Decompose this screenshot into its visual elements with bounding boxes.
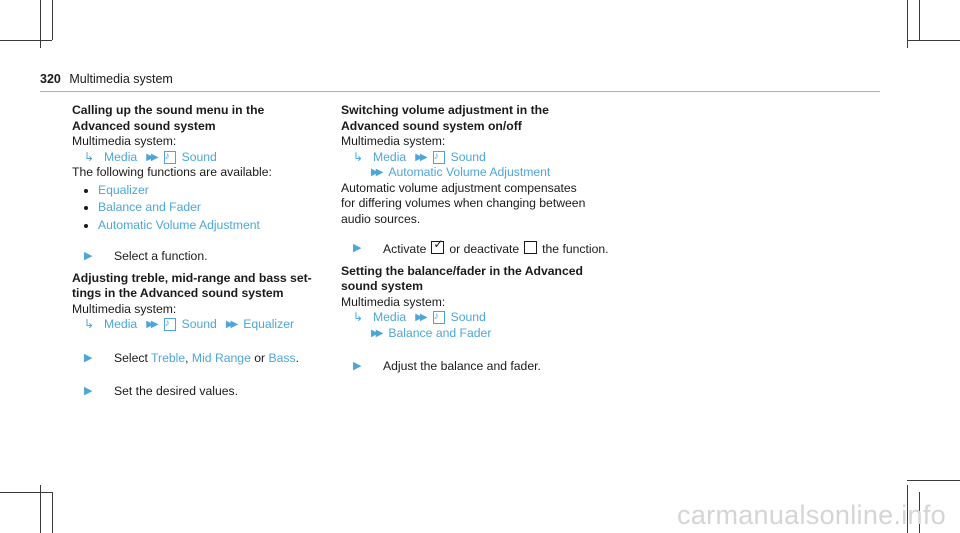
function-list [72,183,372,234]
path-label: Multimedia system: [341,134,446,148]
crop-mark [919,0,920,40]
step-text [114,351,299,367]
section-heading: Advanced sound system on/off [341,118,522,133]
link-balance-fader[interactable]: Balance and Fader [98,200,201,214]
step-text-pre: Activate [383,242,427,256]
menu-path-sub [341,326,641,342]
right-column [341,103,641,375]
path-link-auto-volume[interactable]: Automatic Volume Adjustment [388,165,551,179]
page-header [40,72,173,86]
instruction-step [341,359,641,375]
link-bass[interactable]: Bass [268,350,296,365]
page-number: 320 [40,72,61,86]
bullet-icon [84,224,88,228]
enter-arrow-icon: ↳ [84,149,95,164]
instruction-step [72,351,372,367]
crop-mark [907,40,960,41]
enter-arrow-icon: ↳ [353,149,364,164]
checkbox-checked-icon [431,241,444,254]
menu-path [72,150,372,166]
double-chevron-icon: ▶▶ [371,167,381,178]
step-text-pre: Select [114,350,148,365]
section-heading: Calling up the sound menu in the Advanced sound system [72,103,265,133]
double-chevron-icon: ▶▶ [371,327,381,339]
path-link-balance-fader[interactable]: Balance and Fader [388,325,492,340]
intro-text: The following functions are available: [72,165,272,179]
instruction-step [341,241,641,258]
section-title: Multimedia system [69,72,173,86]
path-link-media[interactable]: Media [373,310,407,324]
watermark: carmanualsonline.info [677,500,946,530]
crop-mark [52,0,53,40]
list-item [72,200,372,216]
path-label: Multimedia system: [72,134,177,148]
step-arrow-icon: ▶ [353,360,362,372]
crop-mark [0,492,52,493]
enter-arrow-icon: ↳ [353,310,364,324]
step-text-mid: or deactivate [449,242,520,256]
path-link-media[interactable]: Media [373,149,407,164]
crop-mark [907,480,960,481]
path-link-media[interactable]: Media [104,317,138,331]
header-rule [40,91,880,92]
step-text [383,241,609,258]
bullet-icon [84,189,88,193]
menu-path [341,150,641,166]
step-arrow-icon: ▶ [84,385,93,397]
music-note-icon [433,151,445,164]
step-text: Adjust the balance and fader. [383,359,541,373]
menu-path-sub [341,165,641,181]
step-text-or: or [254,350,266,365]
path-label: Multimedia system: [341,294,446,309]
link-auto-volume[interactable]: Automatic Volume Adjustment [98,217,260,232]
step-text: Set the desired values. [114,384,238,398]
section-heading: Switching volume adjustment in the [341,103,549,117]
double-chevron-icon: ▶▶ [415,312,425,323]
step-text: Select a function. [114,249,208,263]
music-note-icon [164,151,176,164]
link-equalizer[interactable]: Equalizer [98,182,149,197]
music-note-icon [164,318,176,331]
menu-path [341,310,641,326]
link-mid-range[interactable]: Mid Range [191,350,251,365]
path-link-sound[interactable]: Sound [450,149,486,164]
double-chevron-icon: ▶▶ [225,319,236,330]
section-heading: Setting the balance/fader in the Advanced [341,263,583,278]
instruction-step [72,384,372,400]
section-heading: tings in the Advanced sound system [72,286,284,300]
music-note-icon [433,311,445,324]
path-link-sound[interactable]: Sound [450,310,486,324]
separator: , [185,350,189,365]
step-end: . [295,350,299,365]
link-treble[interactable]: Treble [151,350,186,365]
path-link-sound[interactable]: Sound [181,317,217,331]
step-arrow-icon: ▶ [84,250,93,262]
instruction-step [72,249,372,265]
path-link-media[interactable]: Media [104,149,138,164]
bullet-icon [84,206,88,210]
path-label: Multimedia system: [72,301,177,316]
step-arrow-icon: ▶ [84,351,93,364]
double-chevron-icon: ▶▶ [146,319,156,330]
section-heading: Adjusting treble, mid-range and bass set- [72,270,312,285]
enter-arrow-icon: ↳ [84,317,95,331]
crop-mark [0,40,52,41]
step-arrow-icon: ▶ [353,242,362,254]
double-chevron-icon: ▶▶ [146,151,156,163]
list-item [72,218,372,234]
list-item [72,183,372,199]
path-link-sound[interactable]: Sound [181,149,217,164]
description-text: Automatic volume adjustment compensates for differing volumes when changing between audio sources. [341,180,586,226]
double-chevron-icon: ▶▶ [415,151,425,163]
path-link-equalizer[interactable]: Equalizer [243,317,295,331]
section-heading: sound system [341,279,423,293]
left-column [72,103,372,400]
step-text-post: the function. [542,242,609,256]
checkbox-unchecked-icon [524,241,537,254]
crop-mark [52,492,53,533]
menu-path [72,317,372,333]
